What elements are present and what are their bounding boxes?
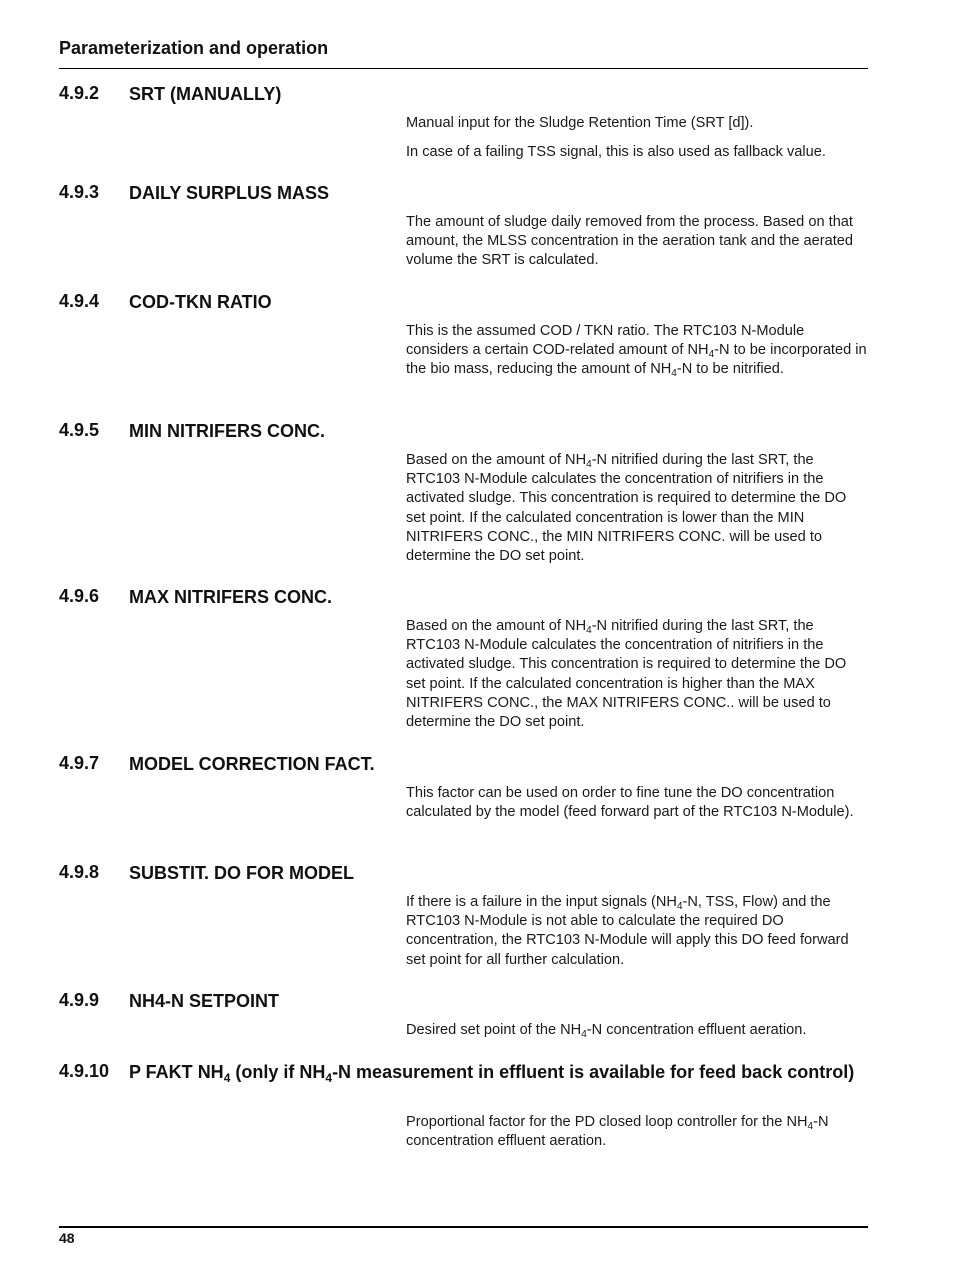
section-number: 4.9.9 (59, 990, 100, 1010)
paragraph: Proportional factor for the PD closed loop controller for the $NH_4-N$ concentration effluent aeration. (406, 1114, 829, 1150)
paragraph: This factor can be used on order to fine tune the DO concentration calculated by the model (feed forward part of the RTC103 N-Module). (406, 785, 854, 821)
section-body (406, 784, 868, 832)
paragraph: In case of a failing TSS signal, this is also used as fallback value. (406, 144, 826, 161)
section-number: 4.9.2 (59, 83, 100, 103)
section-body (406, 617, 868, 742)
section-body (406, 322, 868, 390)
section-number: 4.9.8 (59, 862, 100, 882)
paragraph: The amount of sludge daily removed from the process. Based on that amount, the MLSS concentration in the aeration tank and the aerated volume the SRT is calculated. (406, 214, 854, 269)
header-divider (59, 68, 868, 69)
section-title: P FAKT $NH_4$ (only if $NH_4-N$ measurement in effluent is available for feed back control) (129, 1062, 855, 1085)
section-title: MODEL CORRECTION FACT. (129, 754, 375, 774)
paragraph: If there is a failure in the input signals ($NH_4-N$, TSS, Flow) and the RTC103 N-Module is not able to calculate the required DO concentration, the RTC103 N-Module will apply this DO feed forward set point for all further calculation. (406, 894, 849, 968)
section-title: MIN NITRIFERS CONC. (129, 421, 325, 441)
section-number: 4.9.6 (59, 586, 100, 606)
section-title: COD-TKN RATIO (129, 292, 272, 312)
section-number: 4.9.3 (59, 182, 100, 202)
section-title: MAX NITRIFERS CONC. (129, 587, 333, 607)
section-title: SUBSTIT. DO FOR MODEL (129, 863, 354, 883)
page-number: 48 (59, 1230, 75, 1246)
section-body (406, 1021, 868, 1050)
section-body (406, 893, 868, 980)
paragraph: Desired set point of the $NH_4-N$ concentration effluent aeration. (406, 1022, 807, 1040)
paragraph: Based on the amount of $NH_4-N$ nitrified during the last SRT, the RTC103 N-Module calculates the concentration of nitrifiers in the activated sludge. This concentration is required to determine the DO set point. If the calculated concentration is higher than the MAX NITRIFERS CONC., the MAX NITRIFERS CONC.. will be used to determine the DO set point. (406, 618, 847, 731)
section-body (406, 114, 868, 172)
section-title: NH4-N SETPOINT (129, 991, 280, 1011)
section-title: DAILY SURPLUS MASS (129, 183, 330, 203)
section-title: SRT (MANUALLY) (129, 84, 282, 104)
section-number: 4.9.7 (59, 753, 100, 773)
section-body (406, 213, 868, 281)
section-body (406, 1113, 868, 1161)
paragraph: This is the assumed COD / TKN ratio. The RTC103 N-Module considers a certain COD-related amount of $NH_4-N$ to be incorporated in the bio mass, reducing the amount of $NH_4-N$ to be nitrified. (406, 323, 867, 380)
page-header-title: Parameterization and operation (59, 38, 329, 58)
section-number: 4.9.4 (59, 291, 100, 311)
section-body (406, 451, 868, 576)
section-number: 4.9.5 (59, 420, 100, 440)
paragraph: Based on the amount of $NH_4-N$ nitrified during the last SRT, the RTC103 N-Module calculates the concentration of nitrifiers in the activated sludge. This concentration is required to determine the DO set point. If the calculated concentration is lower than the MIN NITRIFERS CONC., the MIN NITRIFERS CONC. will be used to determine the DO set point. (406, 452, 847, 565)
footer-divider (59, 1226, 868, 1228)
paragraph: Manual input for the Sludge Retention Time (SRT [d]). (406, 115, 754, 131)
section-number: 4.9.10 (59, 1061, 110, 1081)
